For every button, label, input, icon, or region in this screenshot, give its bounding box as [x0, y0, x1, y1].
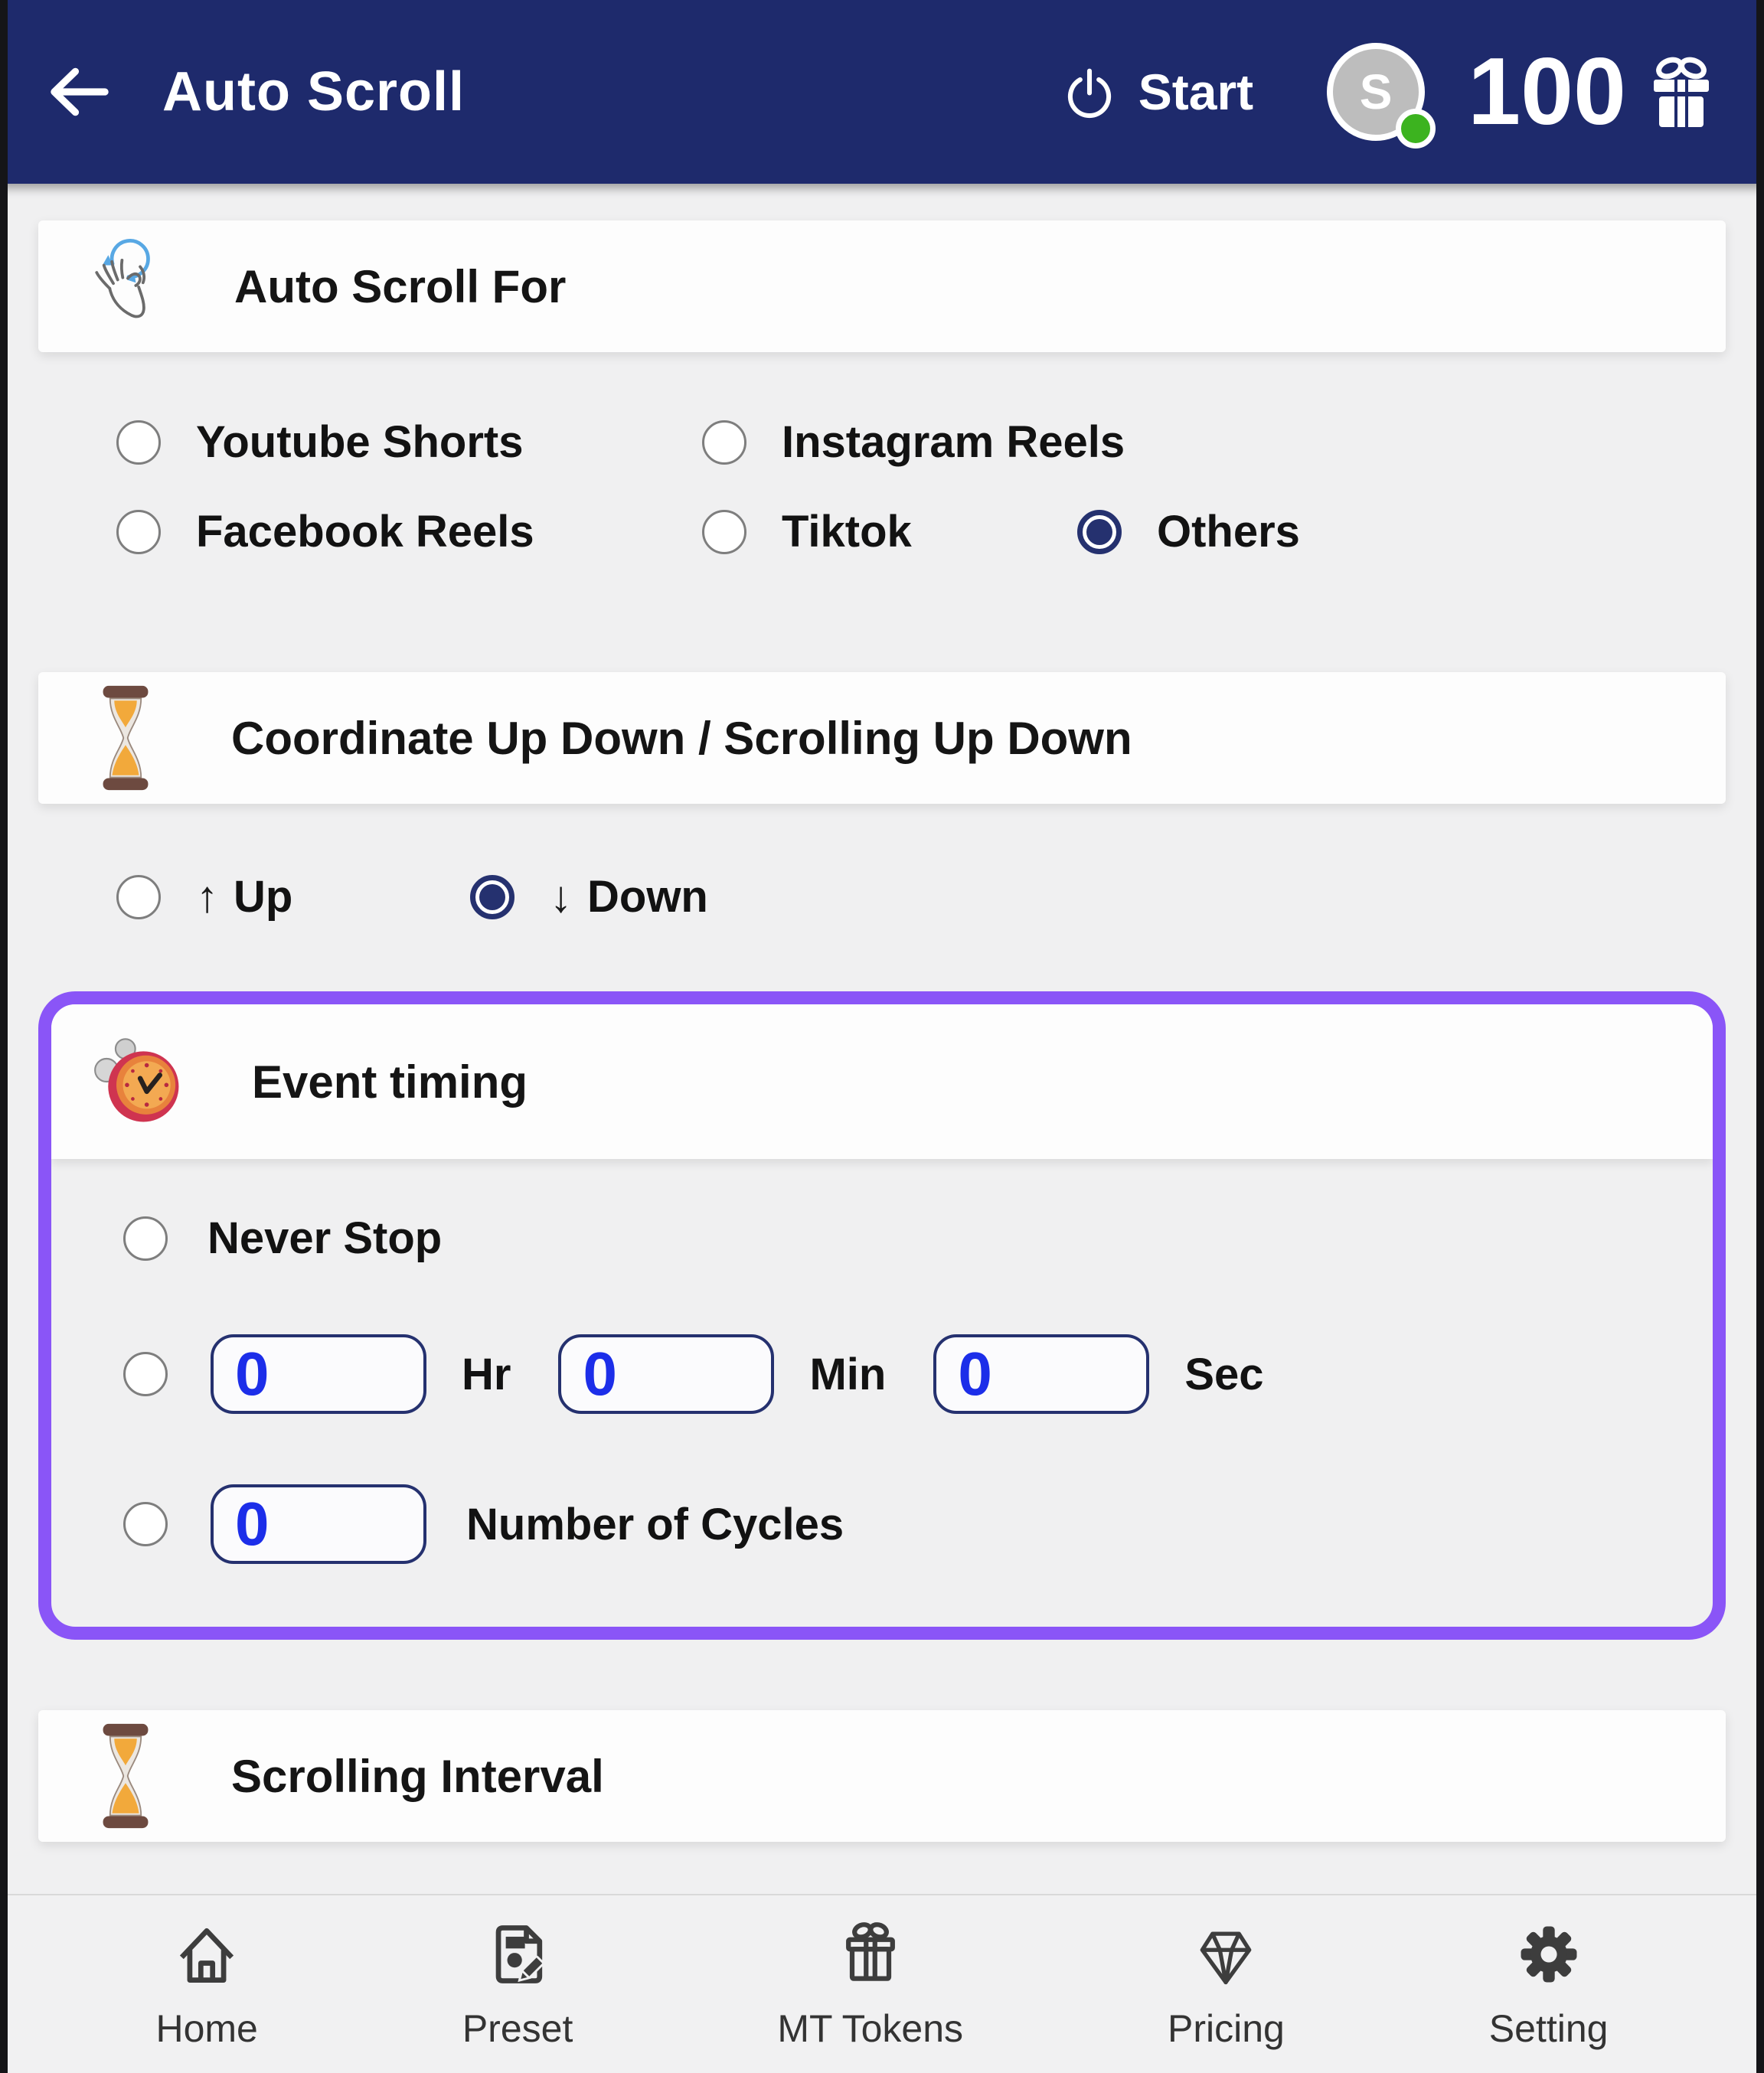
section-title: Event timing [252, 1056, 528, 1108]
screen-edge-right [1756, 0, 1764, 2073]
avatar-letter: S [1327, 43, 1425, 141]
platform-options-row-2 [116, 506, 1764, 557]
seconds-input[interactable] [933, 1334, 1149, 1414]
section-coordinate [38, 672, 1726, 804]
minutes-label: Min [809, 1349, 887, 1399]
power-icon[interactable] [1060, 63, 1119, 121]
gift-box-icon [834, 1918, 907, 1991]
minutes-input[interactable] [558, 1334, 774, 1414]
option-tiktok[interactable]: Tiktok [702, 506, 1077, 557]
nav-mt-tokens[interactable]: MT Tokens [777, 1918, 963, 2051]
seconds-label: Sec [1184, 1349, 1264, 1399]
swipe-hand-icon [90, 232, 164, 341]
section-auto-scroll-for [38, 220, 1726, 352]
nav-setting[interactable]: Setting [1489, 1918, 1609, 2051]
option-up[interactable]: ↑ Up [116, 871, 470, 922]
section-title: Scrolling Interval [231, 1750, 604, 1802]
up-arrow-icon: ↑ [196, 872, 218, 922]
option-youtube-shorts[interactable]: Youtube Shorts [116, 416, 702, 468]
cycles-input[interactable] [211, 1484, 426, 1564]
radio-facebook-reels[interactable] [116, 510, 161, 554]
option-others[interactable]: Others [1077, 506, 1300, 557]
preset-icon [481, 1918, 554, 1991]
radio-youtube-shorts[interactable] [116, 420, 161, 465]
hourglass-icon [90, 681, 161, 795]
event-timing-highlight-box [38, 991, 1726, 1640]
avatar[interactable] [1327, 43, 1425, 141]
radio-others[interactable] [1077, 510, 1122, 554]
option-cycles [123, 1484, 1713, 1564]
option-duration [123, 1334, 1713, 1414]
radio-never-stop[interactable] [123, 1216, 168, 1261]
nav-home[interactable]: Home [155, 1918, 257, 2051]
nav-pricing[interactable]: Pricing [1168, 1918, 1285, 2051]
online-status-dot [1396, 109, 1436, 149]
section-title: Auto Scroll For [234, 260, 567, 312]
option-facebook-reels[interactable]: Facebook Reels [116, 506, 702, 557]
radio-tiktok[interactable] [702, 510, 746, 554]
bottom-nav [0, 1894, 1764, 2073]
gift-icon[interactable] [1643, 49, 1720, 135]
screen-edge-left [0, 0, 8, 2073]
radio-duration[interactable] [123, 1352, 168, 1396]
radio-up[interactable] [116, 875, 161, 919]
start-button[interactable]: Start [1138, 64, 1254, 120]
home-icon [170, 1918, 243, 1991]
alarm-clock-icon [94, 1036, 185, 1128]
radio-down[interactable] [470, 875, 514, 919]
platform-options-row-1 [116, 416, 1764, 468]
direction-options-row [116, 871, 1764, 922]
nav-preset[interactable]: Preset [462, 1918, 573, 2051]
option-down[interactable]: ↓ Down [470, 871, 708, 922]
cycles-label: Number of Cycles [466, 1499, 844, 1549]
section-title: Coordinate Up Down / Scrolling Up Down [231, 712, 1132, 764]
radio-instagram-reels[interactable] [702, 420, 746, 465]
radio-cycles[interactable] [123, 1502, 168, 1546]
gear-icon [1512, 1918, 1586, 1991]
option-never-stop[interactable]: Never Stop [123, 1213, 1713, 1264]
hours-input[interactable] [211, 1334, 426, 1414]
option-instagram-reels[interactable]: Instagram Reels [702, 416, 1125, 468]
header-actions [1060, 39, 1720, 145]
app-header [0, 0, 1764, 184]
page-title: Auto Scroll [162, 61, 466, 122]
token-count: 100 [1468, 39, 1626, 145]
hourglass-icon [90, 1719, 161, 1833]
back-arrow-icon[interactable] [44, 57, 115, 127]
section-event-timing [51, 1004, 1713, 1159]
section-scrolling-interval [38, 1710, 1726, 1842]
hours-label: Hr [462, 1349, 511, 1399]
down-arrow-icon: ↓ [550, 872, 572, 922]
event-timing-options [51, 1159, 1713, 1627]
diamond-icon [1189, 1918, 1263, 1991]
